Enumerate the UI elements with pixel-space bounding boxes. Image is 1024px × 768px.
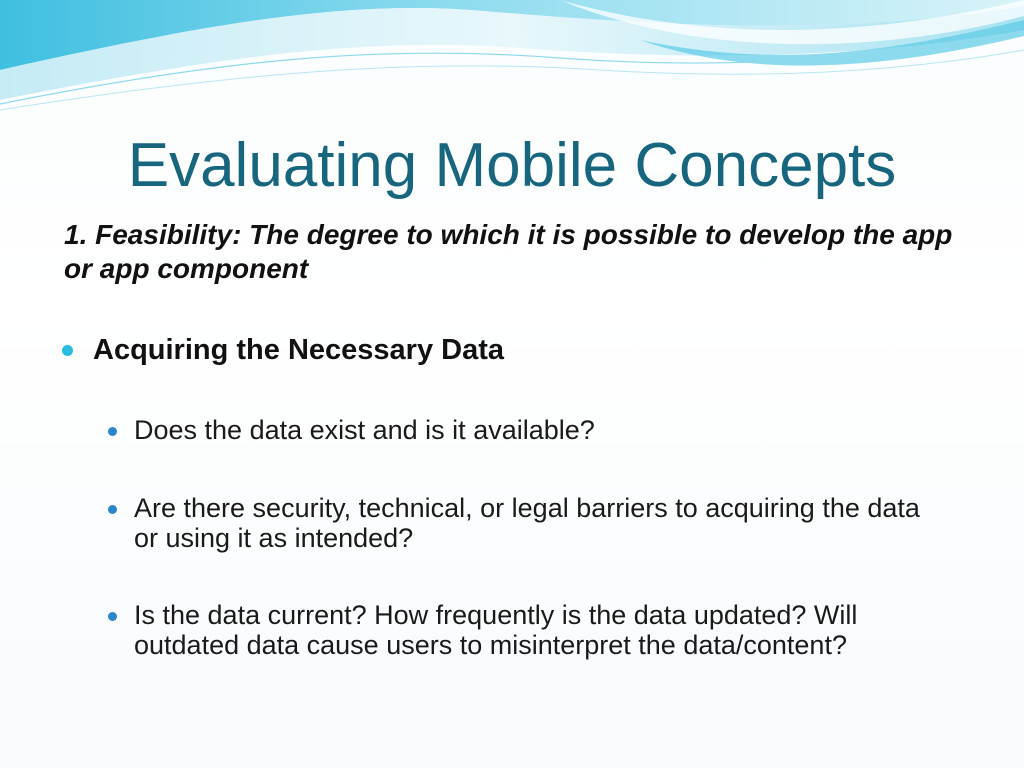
sub-bullet-text: Are there security, technical, or legal barriers to acquiring the data or using it as intended?: [134, 493, 920, 553]
sub-bullet-text: Is the data current? How frequently is the data updated? Will outdated data cause users to misinterpret the data/content?: [134, 600, 858, 660]
feasibility-intro: 1. Feasibility: The degree to which it is possible to develop the app or app component: [64, 219, 953, 284]
sub-bullet: [108, 600, 928, 660]
sub-bullet-text: Does the data exist and is it available?: [134, 415, 595, 445]
wave-header-decoration: [0, 0, 1024, 120]
bullet-dot-icon: [62, 345, 73, 356]
bullet-dot-icon: [108, 505, 117, 514]
sub-bullet: [108, 415, 928, 445]
main-bullet-text: Acquiring the Necessary Data: [93, 334, 504, 366]
sub-bullet: [108, 493, 928, 553]
bullet-dot-icon: [108, 427, 117, 436]
slide-title: Evaluating Mobile Concepts: [127, 131, 897, 200]
bullet-dot-icon: [108, 612, 117, 621]
